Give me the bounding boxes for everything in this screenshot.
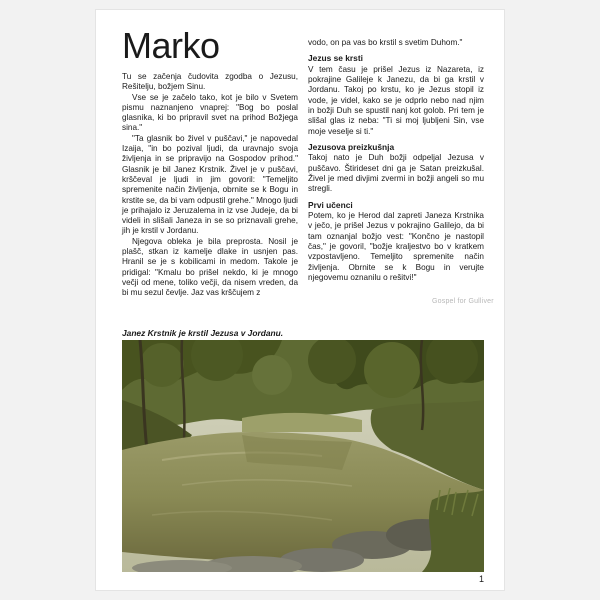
section-heading-disciples: Prvi učenci	[308, 199, 353, 210]
paragraph-intro: Tu se začenja čudovita zgodba o Jezusu, Rešitelju, božjem Sinu.	[122, 72, 298, 92]
paragraph-continuation: vodo, on pa vas bo krstil s svetim Duhom."	[308, 38, 463, 47]
section-heading-baptism: Jezus se krsti	[308, 53, 363, 64]
section-text-disciples: Potem, ko je Herod dal zapreti Janeza Krstnika v ječo, je prišel Jezus v pokrajino Galilejo, da bi tam oznanjal božjo vest: "Končno je nastopil čas," je govoril, "božje kraljestvo bo v kratkem vzpostavljeno. Temeljito spremenite način življenja. Obrnite se k Bogu in verujte njegovemu oznanilu o rešitvi!"	[308, 211, 484, 282]
left-column	[122, 10, 298, 299]
watermark: Gospel for Gulliver	[432, 298, 494, 305]
paragraph-clothing: Njegova obleka je bila preprosta. Nosil je plašč, stkan iz kamelje dlake in usnjen pas. Hranil se je s kobilicami in medom. Takole je pridigal: "Kmalu bo prišel nekdo, ki je mnogo večji od mene, toliko večji, da nisem vreden, da bi mu sezul čevlje. Jaz vas krščujem z	[122, 236, 298, 298]
right-column	[308, 38, 484, 283]
photo-caption: Janez Krstnik je krstil Jezusa v Jordanu.	[122, 328, 284, 338]
section-heading-temptation: Jezusova preizkušnja	[308, 141, 395, 152]
book-page	[96, 10, 504, 590]
page-title: Marko	[122, 25, 220, 66]
page-number: 1	[478, 574, 484, 584]
paragraph-messenger: "Ta glasnik bo živel v puščavi," je napovedal Izaija, "in bo pozival ljudi, da uravnajo svoja življenja in se pripravijo na Gospodov prihod." Glasnik je bil Janez Krstnik. Živel je v puščavi, krščeval je ljudi in jim govoril: "Temeljito spremenite način življenja, obrnite se k Bogu in krstite se, da bi vam odpustil grehe." Mnogo ljudi je prihajalo iz Jeruzalema in iz vse Judeje, da bi videli in slišali Janeza in se so priznavali grehe, jih je krstil v Jordanu.	[122, 133, 298, 236]
paragraph-prophecy: Vse se je začelo tako, kot je bilo v Svetem pismu naznanjeno vnaprej: "Bog bo poslal glasnika, ki bo pripravil svet na prihod Božjega sina."	[122, 92, 298, 133]
section-text-baptism: V tem času je prišel Jezus iz Nazareta, iz pokrajine Galileje k Janezu, da bi ga krstil v Jordanu. Takoj po krstu, ko je Jezus stopil iz vode, je videl, kako se je odprlo nebo nad njim in božji Duh se spustil nanj kot golob. Pri tem je slišal glas iz neba: "Ti si moj ljubljeni Sin, vse moje veselje si ti."	[308, 64, 484, 136]
river-landscape-photo	[122, 340, 484, 572]
section-text-temptation: Takoj nato je Duh božji odpeljal Jezusa v puščavo. Štirideset dni ga je Satan preizkušal. Živel je med divjimi zvermi in božji angeli so mu stregli.	[308, 153, 484, 194]
